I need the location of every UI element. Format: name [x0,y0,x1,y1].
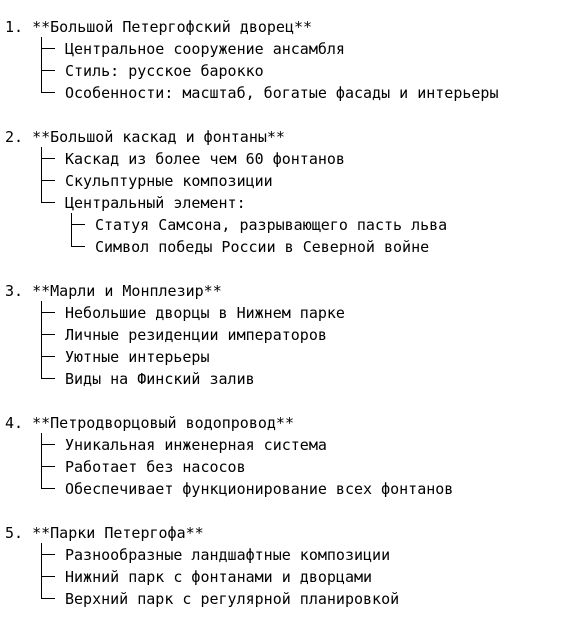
tree-connector [41,148,55,170]
item-text: Обеспечивает функционирование всех фонтанов [65,480,454,498]
outline-item [5,478,565,500]
item-text: Разнообразные ландшафтные композиции [65,546,391,564]
item-text: Скульптурные композиции [65,172,273,190]
outline-subitem [5,214,565,236]
tree-connector [41,346,55,368]
item-text: Уютные интерьеры [65,348,210,366]
outline-section [5,412,565,500]
outline-section [5,16,565,104]
outline-item [5,434,565,456]
outline-section [5,126,565,258]
tree-connector [41,324,55,346]
tree-connector [41,170,55,192]
item-text: Нижний парк с фонтанами и дворцами [65,568,373,586]
outline-document [5,16,565,632]
outline-item [5,544,565,566]
item-text: Центральное сооружение ансамбля [65,40,345,58]
tree-connector [41,566,55,588]
tree-connector [41,478,55,500]
outline-item [5,566,565,588]
tree-connector [41,82,55,104]
outline-item [5,192,565,214]
subitem-text: Статуя Самсона, разрывающего пасть льва [95,216,448,234]
tree-connector [41,192,55,214]
item-text: Небольшие дворцы в Нижнем парке [65,304,345,322]
section-heading: 2. **Большой каскад и фонтаны** [5,128,285,146]
item-text: Виды на Финский залив [65,370,255,388]
item-text: Уникальная инженерная система [65,436,327,454]
item-text: Стиль: русское барокко [65,62,264,80]
tree-connector [41,588,55,610]
tree-connector [41,456,55,478]
outline-section [5,522,565,610]
subitem-text: Символ победы России в Северной войне [95,238,430,256]
outline-item [5,456,565,478]
tree-connector [71,214,85,236]
outline-subitem [5,236,565,258]
item-text: Центральный элемент: [65,194,246,212]
tree-connector [41,434,55,456]
outline-item [5,368,565,390]
section-heading: 3. **Марли и Монплезир** [5,282,222,300]
item-text: Работает без насосов [65,458,246,476]
outline-item [5,588,565,610]
item-text: Верхний парк с регулярной планировкой [65,590,400,608]
section-heading: 5. **Парки Петергофа** [5,524,204,542]
outline-item [5,346,565,368]
tree-connector [41,544,55,566]
outline-item [5,170,565,192]
outline-item [5,324,565,346]
section-heading: 1. **Большой Петергофский дворец** [5,18,313,36]
item-text: Личные резиденции императоров [65,326,327,344]
outline-item [5,38,565,60]
item-text: Каскад из более чем 60 фонтанов [65,150,345,168]
outline-item [5,148,565,170]
tree-connector [71,236,85,258]
outline-section [5,280,565,390]
tree-connector [41,302,55,324]
outline-item [5,82,565,104]
tree-connector [41,38,55,60]
outline-item [5,60,565,82]
item-text: Особенности: масштаб, богатые фасады и интерьеры [65,84,499,102]
outline-item [5,302,565,324]
tree-connector [41,60,55,82]
section-heading: 4. **Петродворцовый водопровод** [5,414,294,432]
tree-connector [41,368,55,390]
